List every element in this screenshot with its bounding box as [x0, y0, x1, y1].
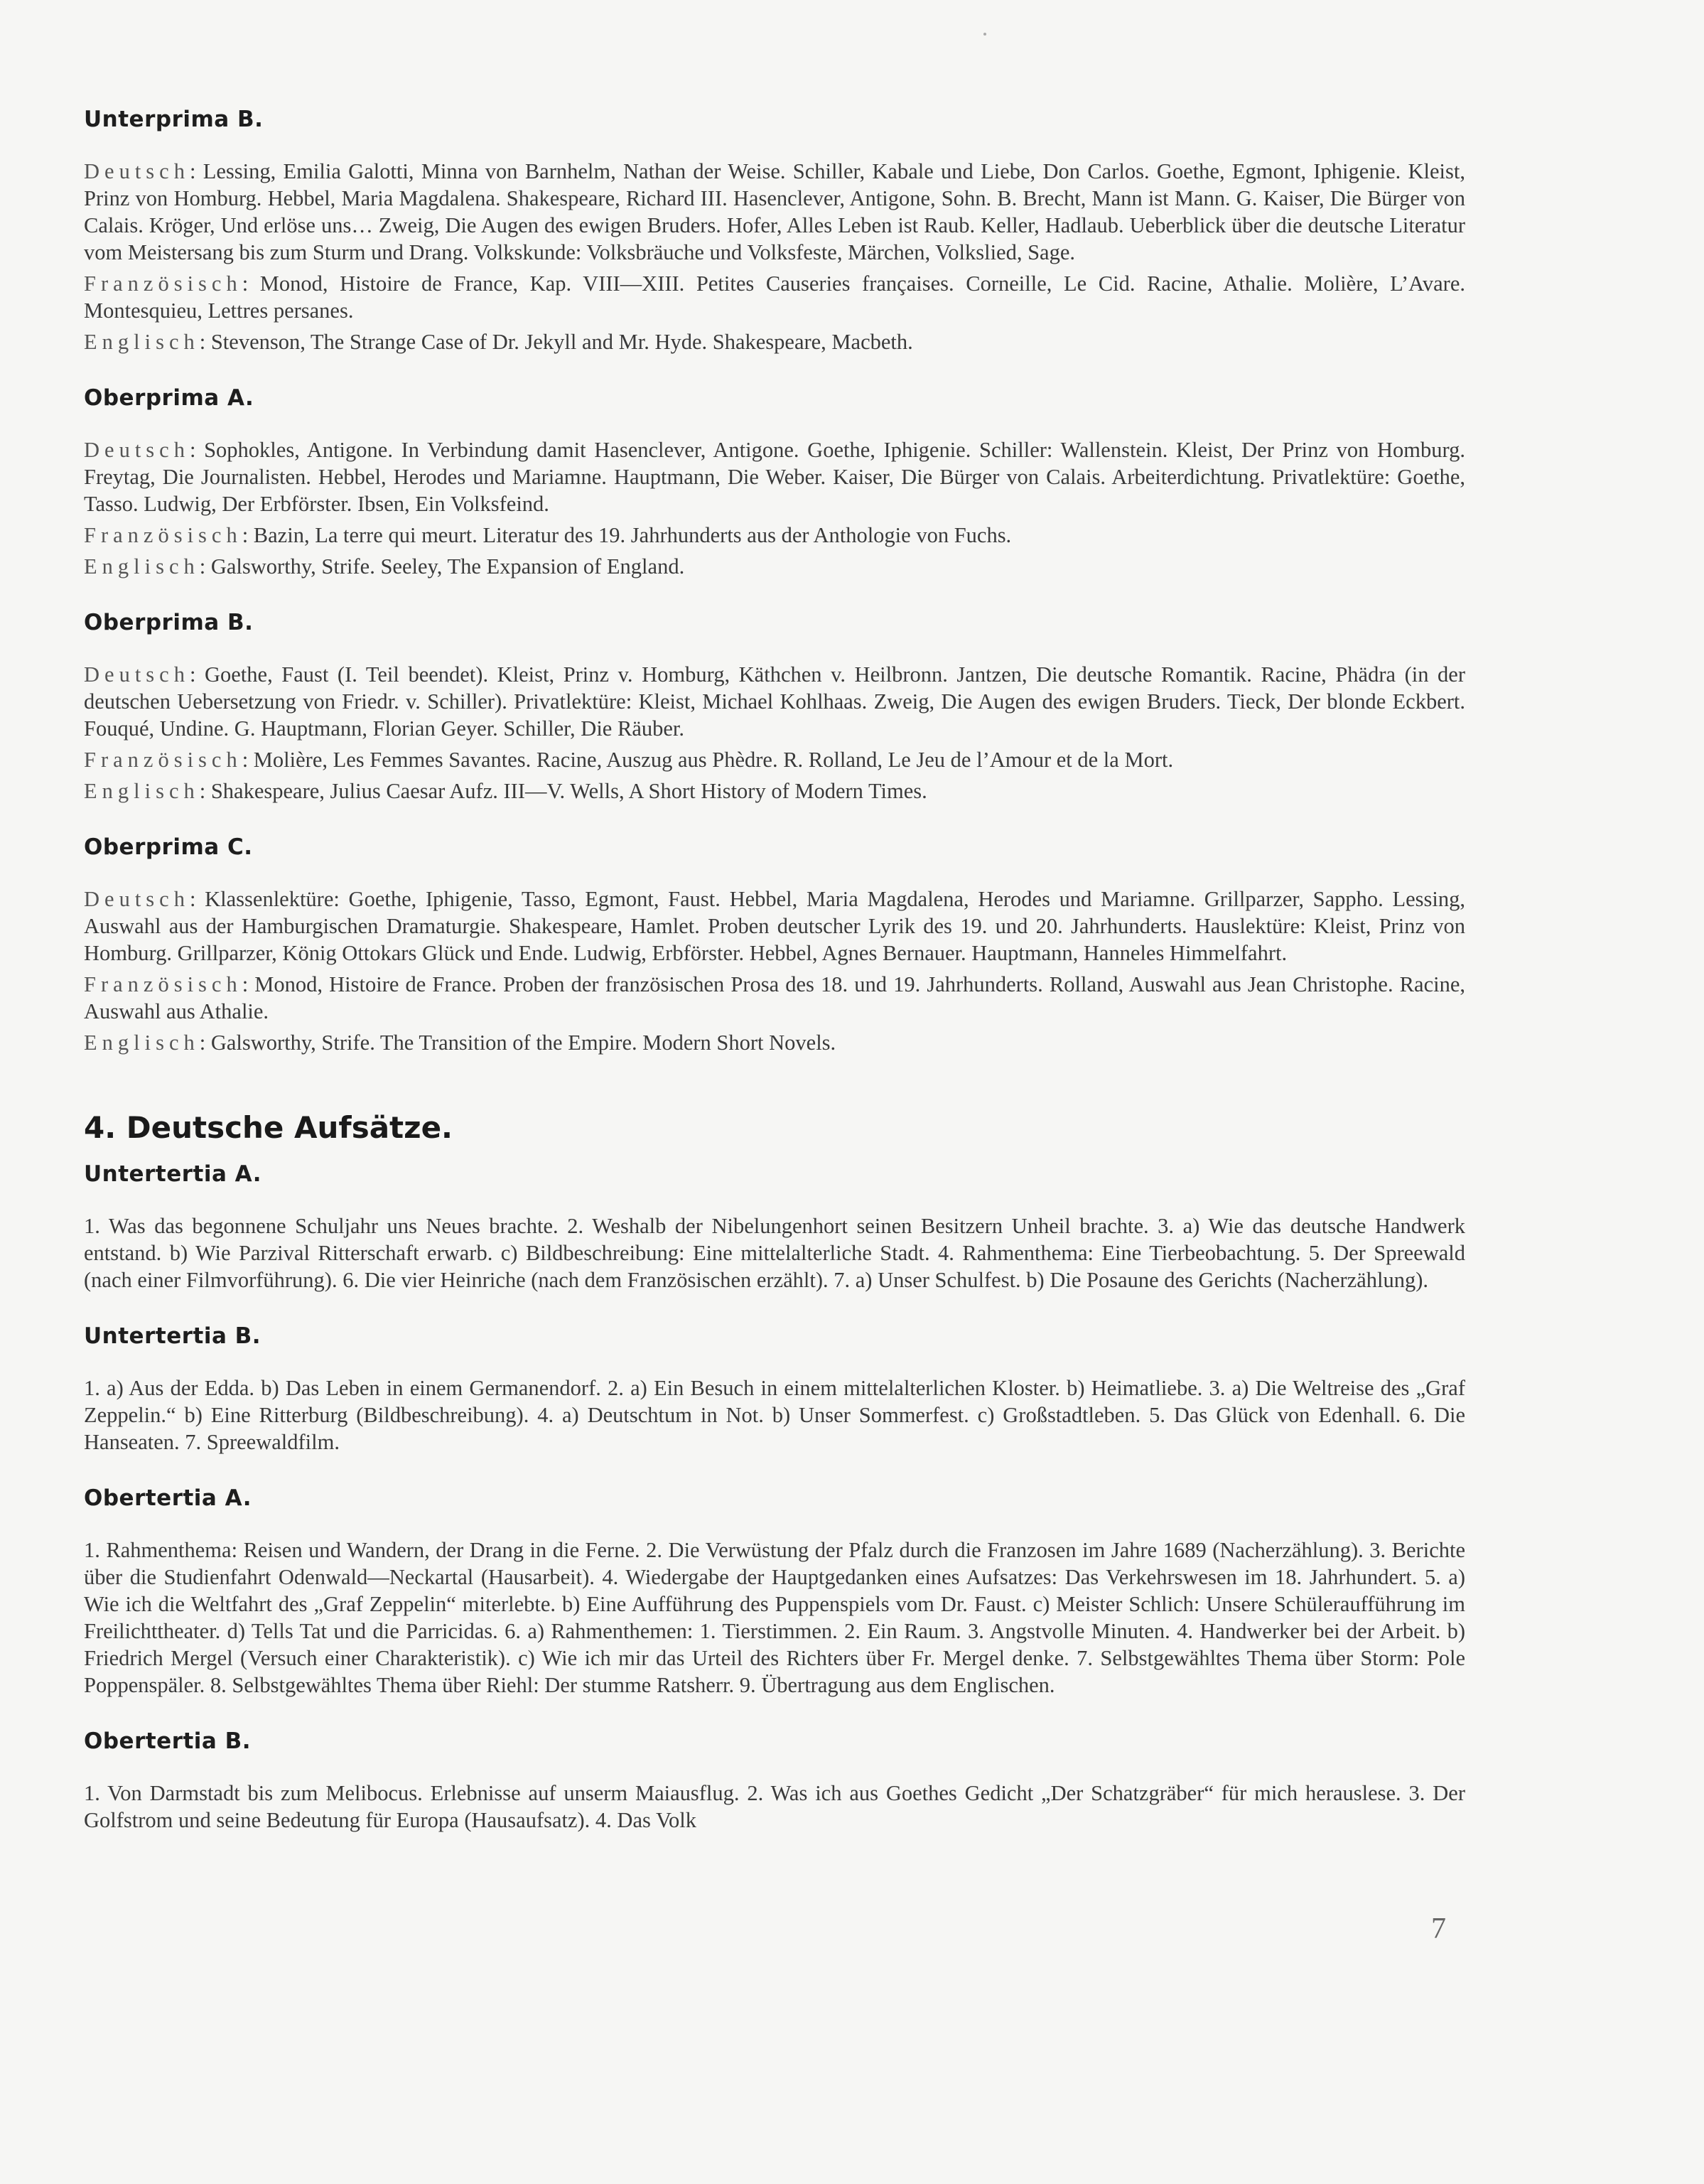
subject-label: Französisch: [84, 972, 242, 996]
entry-deutsch: [84, 158, 1465, 266]
section-oberprima-b: [84, 610, 1465, 805]
entry-text: : Goethe, Faust (I. Teil beendet). Kleist, Prinz v. Homburg, Käthchen v. Heilbronn. Jantzen, Die deutsche Romantik. Racine, Phädra (in der deutschen Uebersetzung von Friedr. v. Schiller). Privatlektüre: Kleist, Michael Kohlhaas. Zweig, Die Augen des ewigen Bruders. Tieck, Der blonde Eckbert. Fouqué, Undine. G. Hauptmann, Florian Geyer. Schiller, Die Räuber.: [84, 662, 1465, 741]
entry-franzoesisch: [84, 522, 1465, 549]
section-heading: Obertertia A.: [84, 1485, 252, 1511]
entry-text: : Sophokles, Antigone. In Verbindung damit Hasenclever, Antigone. Goethe, Iphigenie. Schiller: Wallenstein. Kleist, Der Prinz von Homburg. Freytag, Die Journalisten. Hebbel, Herodes und Mariamne. Hauptmann, Die Weber. Kaiser, Die Bürger von Calais. Arbeiterdichtung. Privatlektüre: Goethe, Tasso. Ludwig, Der Erbförster. Ibsen, Ein Volksfeind.: [84, 438, 1465, 516]
section-heading: Oberprima B.: [84, 610, 254, 635]
section-oberprima-c: [84, 834, 1465, 1056]
section-oberprima-a: [84, 385, 1465, 580]
section-heading: Oberprima C.: [84, 834, 253, 860]
entry-text: : Lessing, Emilia Galotti, Minna von Barnhelm, Nathan der Weise. Schiller, Kabale und Liebe, Don Carlos. Goethe, Egmont, Iphigenie. Kleist, Prinz von Homburg. Hebbel, Maria Magdalena. Shakespeare, Richard III. Hasenclever, Antigone, Sohn. B. Brecht, Mann ist Mann. G. Kaiser, Die Bürger von Calais. Kröger, Und erlöse uns… Zweig, Die Augen des ewigen Bruders. Hofer, Alles Leben ist Raub. Keller, Hadlaub. Ueberblick über die deutsche Literatur vom Meistersang bis zum Sturm und Drang. Volkskunde: Volksbräuche und Volksfeste, Märchen, Volkslied, Sage.: [84, 159, 1465, 264]
speck: [983, 33, 986, 36]
subject-label: Deutsch: [84, 662, 190, 687]
essay-class-untertertia-a: [84, 1161, 1465, 1293]
entry-text: : Stevenson, The Strange Case of Dr. Jekyll and Mr. Hyde. Shakespeare, Macbeth.: [199, 330, 913, 354]
entry-franzoesisch: [84, 971, 1465, 1025]
subject-label: Deutsch: [84, 887, 190, 911]
section-heading: Unterprima B.: [84, 107, 264, 132]
entry-deutsch: [84, 886, 1465, 967]
entry-text: : Monod, Histoire de France, Kap. VIII—XIII. Petites Causeries françaises. Corneille, Le Cid. Racine, Athalie. Molière, L’Avare. Montesquieu, Lettres persanes.: [84, 271, 1465, 323]
essay-class-untertertia-b: [84, 1323, 1465, 1456]
entry-englisch: [84, 553, 1465, 580]
essay-topics: 1. Von Darmstadt bis zum Melibocus. Erlebnisse auf unserm Maiausflug. 2. Was ich aus Goethes Gedicht „Der Schatzgräber“ für mich herauslese. 3. Der Golfstrom und seine Bedeutung für Europa (Hausaufsatz). 4. Das Volk: [84, 1781, 1465, 1832]
section-unterprima-b: [84, 107, 1465, 355]
entry-deutsch: [84, 436, 1465, 517]
entry-text: : Shakespeare, Julius Caesar Aufz. III—V. Wells, A Short History of Modern Times.: [199, 779, 927, 803]
section-heading: Untertertia B.: [84, 1323, 261, 1349]
subject-label: Englisch: [84, 1031, 200, 1055]
essay-topics: 1. Was das begonnene Schuljahr uns Neues brachte. 2. Weshalb der Nibelungenhort seinen Besitzern Unheil brachte. 3. a) Wie das deutsche Handwerk entstand. b) Wie Parzival Ritterschaft erwarb. c) Bildbeschreibung: Eine mittelalterliche Stadt. 4. Rahmenthema: Eine Tierbeobachtung. 5. Der Spreewald (nach einer Filmvorführung). 6. Die vier Heinriche (nach dem Französischen erzählt). 7. a) Unser Schulfest. b) Die Posaune des Gerichts (Nacherzählung).: [84, 1214, 1465, 1292]
entry-franzoesisch: [84, 746, 1465, 773]
entry-franzoesisch: [84, 270, 1465, 324]
entry-deutsch: [84, 661, 1465, 742]
subject-label: Deutsch: [84, 438, 190, 462]
subject-label: Englisch: [84, 554, 200, 579]
essay-topics: 1. Rahmenthema: Reisen und Wandern, der Drang in die Ferne. 2. Die Verwüstung der Pfalz durch die Franzosen im Jahre 1689 (Nacherzählung). 3. Berichte über die Studienfahrt Odenwald—Neckartal (Hausarbeit). 4. Wiedergabe der Hauptgedanken eines Aufsatzes: Das Verkehrswesen im 18. Jahrhundert. 5. a) Wie ich die Weltfahrt des „Graf Zeppelin“ miterlebte. b) Eine Aufführung des Puppenspiels vom Dr. Faust. c) Meister Schlich: Unsere Schüleraufführung im Freilichttheater. d) Tells Tat und die Parricidas. 6. a) Rahmenthemen: 1. Tierstimmen. 2. Ein Raum. 3. Angstvolle Minuten. 4. Handwerker bei der Arbeit. b) Friedrich Mergel (Versuch einer Charakteristik). c) Wie ich mir das Urteil des Richters über Fr. Mergel denke. 7. Selbstgewähltes Thema über Storm: Pole Poppenspäler. 8. Selbstgewähltes Thema über Riehl: Der stumme Ratsherr. 9. Übertragung aus dem Englischen.: [84, 1538, 1465, 1697]
section-heading: Untertertia A.: [84, 1161, 262, 1187]
entry-text: : Monod, Histoire de France. Proben der französischen Prosa des 18. und 19. Jahrhunderts. Rolland, Auswahl aus Jean Christophe. Racine, Auswahl aus Athalie.: [84, 972, 1465, 1023]
entry-englisch: [84, 778, 1465, 805]
subject-label: Englisch: [84, 779, 200, 803]
entry-englisch: [84, 328, 1465, 355]
subject-label: Deutsch: [84, 159, 190, 183]
section-heading: Obertertia B.: [84, 1728, 252, 1754]
section-heading: Oberprima A.: [84, 385, 254, 411]
entry-text: : Galsworthy, Strife. Seeley, The Expansion of England.: [199, 554, 685, 579]
entry-englisch: [84, 1029, 1465, 1056]
entry-text: : Galsworthy, Strife. The Transition of the Empire. Modern Short Novels.: [199, 1031, 836, 1055]
subject-label: Englisch: [84, 330, 200, 354]
subject-label: Französisch: [84, 523, 242, 547]
entry-text: : Bazin, La terre qui meurt. Literatur des 19. Jahrhunderts aus der Anthologie von Fuchs.: [242, 523, 1012, 547]
essay-class-obertertia-a: [84, 1485, 1465, 1699]
main-heading: 4. Deutsche Aufsätze.: [84, 1110, 453, 1145]
subject-label: Französisch: [84, 271, 242, 296]
essay-topics: 1. a) Aus der Edda. b) Das Leben in einem Germanendorf. 2. a) Ein Besuch in einem mittelalterlichen Kloster. b) Heimatliebe. 3. a) Die Weltreise des „Graf Zeppelin.“ b) Eine Ritterburg (Bildbeschreibung). 4. a) Deutschtum in Not. b) Unser Sommerfest. c) Großstadtleben. 5. Das Glück von Edenhall. 6. Die Hanseaten. 7. Spreewaldfilm.: [84, 1376, 1465, 1454]
subject-label: Französisch: [84, 748, 242, 772]
entry-text: : Klassenlektüre: Goethe, Iphigenie, Tasso, Egmont, Faust. Hebbel, Maria Magdalena, Herodes und Mariamne. Grillparzer, Sappho. Lessing, Auswahl aus der Hamburgischen Dramaturgie. Shakespeare, Hamlet. Proben deutscher Lyrik des 19. und 20. Jahrhunderts. Hauslektüre: Kleist, Prinz von Homburg. Grillparzer, König Ottokars Glück und Ende. Ludwig, Erbförster. Hebbel, Agnes Bernauer. Hauptmann, Hanneles Himmelfahrt.: [84, 887, 1465, 965]
entry-text: : Molière, Les Femmes Savantes. Racine, Auszug aus Phèdre. R. Rolland, Le Jeu de l’Amour et de la Mort.: [242, 748, 1174, 772]
essay-class-obertertia-b: [84, 1728, 1465, 1834]
document-page: [84, 107, 1465, 1838]
page-number: 7: [1431, 1913, 1446, 1945]
